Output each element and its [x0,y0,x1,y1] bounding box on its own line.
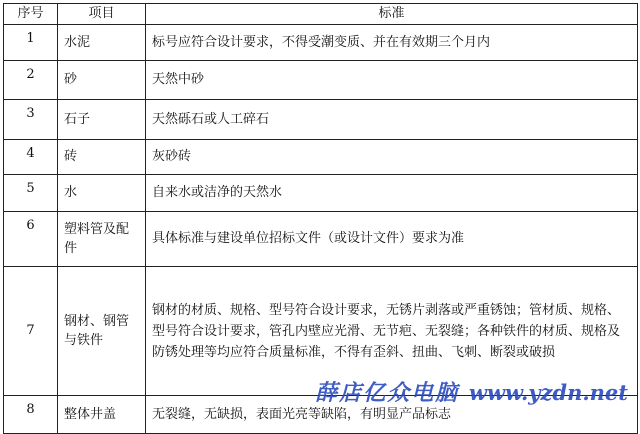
header-index: 序号 [4,4,58,25]
header-standard: 标准 [146,4,638,25]
row-item [58,212,146,267]
row-item-text: 钢材、钢管与铁件 [64,314,130,348]
row-standard: 灰砂砖 [146,140,638,175]
table-row [4,25,638,61]
row-index: 7 [4,267,58,396]
row-item: 整体井盖 [58,396,146,434]
row-item-text: 塑料管及配件 [64,222,130,256]
table-header-row [4,4,638,25]
row-standard: 钢材的材质、规格、型号符合设计要求，无锈片剥落或严重锈蚀；管材质、规格、型号符合设计要求，管孔内壁应光滑、无节疤、无裂缝；各种铁件的材质、规格及防锈处理等均应符合质量标准，不得有歪斜、扭曲、飞刺、断裂或破损 [146,267,638,396]
row-standard: 天然砾石或人工碎石 [146,100,638,140]
watermark-url: www.yzdn.net [468,380,628,405]
table-row [4,212,638,267]
row-index: 4 [4,140,58,175]
table-row [4,100,638,140]
table-row [4,175,638,212]
table-row [4,140,638,175]
row-item: 石子 [58,100,146,140]
table-row [4,61,638,100]
row-item: 砖 [58,140,146,175]
row-standard: 具体标准与建设单位招标文件（或设计文件）要求为准 [146,212,638,267]
row-index: 2 [4,61,58,100]
row-standard: 标号应符合设计要求，不得受潮变质、并在有效期三个月内 [146,25,638,61]
row-item: 砂 [58,61,146,100]
row-index: 8 [4,396,58,434]
materials-standard-table [3,3,638,434]
row-standard: 无裂缝，无缺损，表面光亮等缺陷，有明显产品标志 [146,396,638,434]
watermark [315,376,628,407]
row-index: 1 [4,25,58,61]
row-item: 水泥 [58,25,146,61]
row-item [58,267,146,396]
row-index: 6 [4,212,58,267]
row-standard: 天然中砂 [146,61,638,100]
watermark-text: 薛店亿众电脑 [315,380,460,406]
row-standard: 自来水或洁净的天然水 [146,175,638,212]
header-item: 项目 [58,4,146,25]
row-index: 3 [4,100,58,140]
row-index: 5 [4,175,58,212]
row-item: 水 [58,175,146,212]
